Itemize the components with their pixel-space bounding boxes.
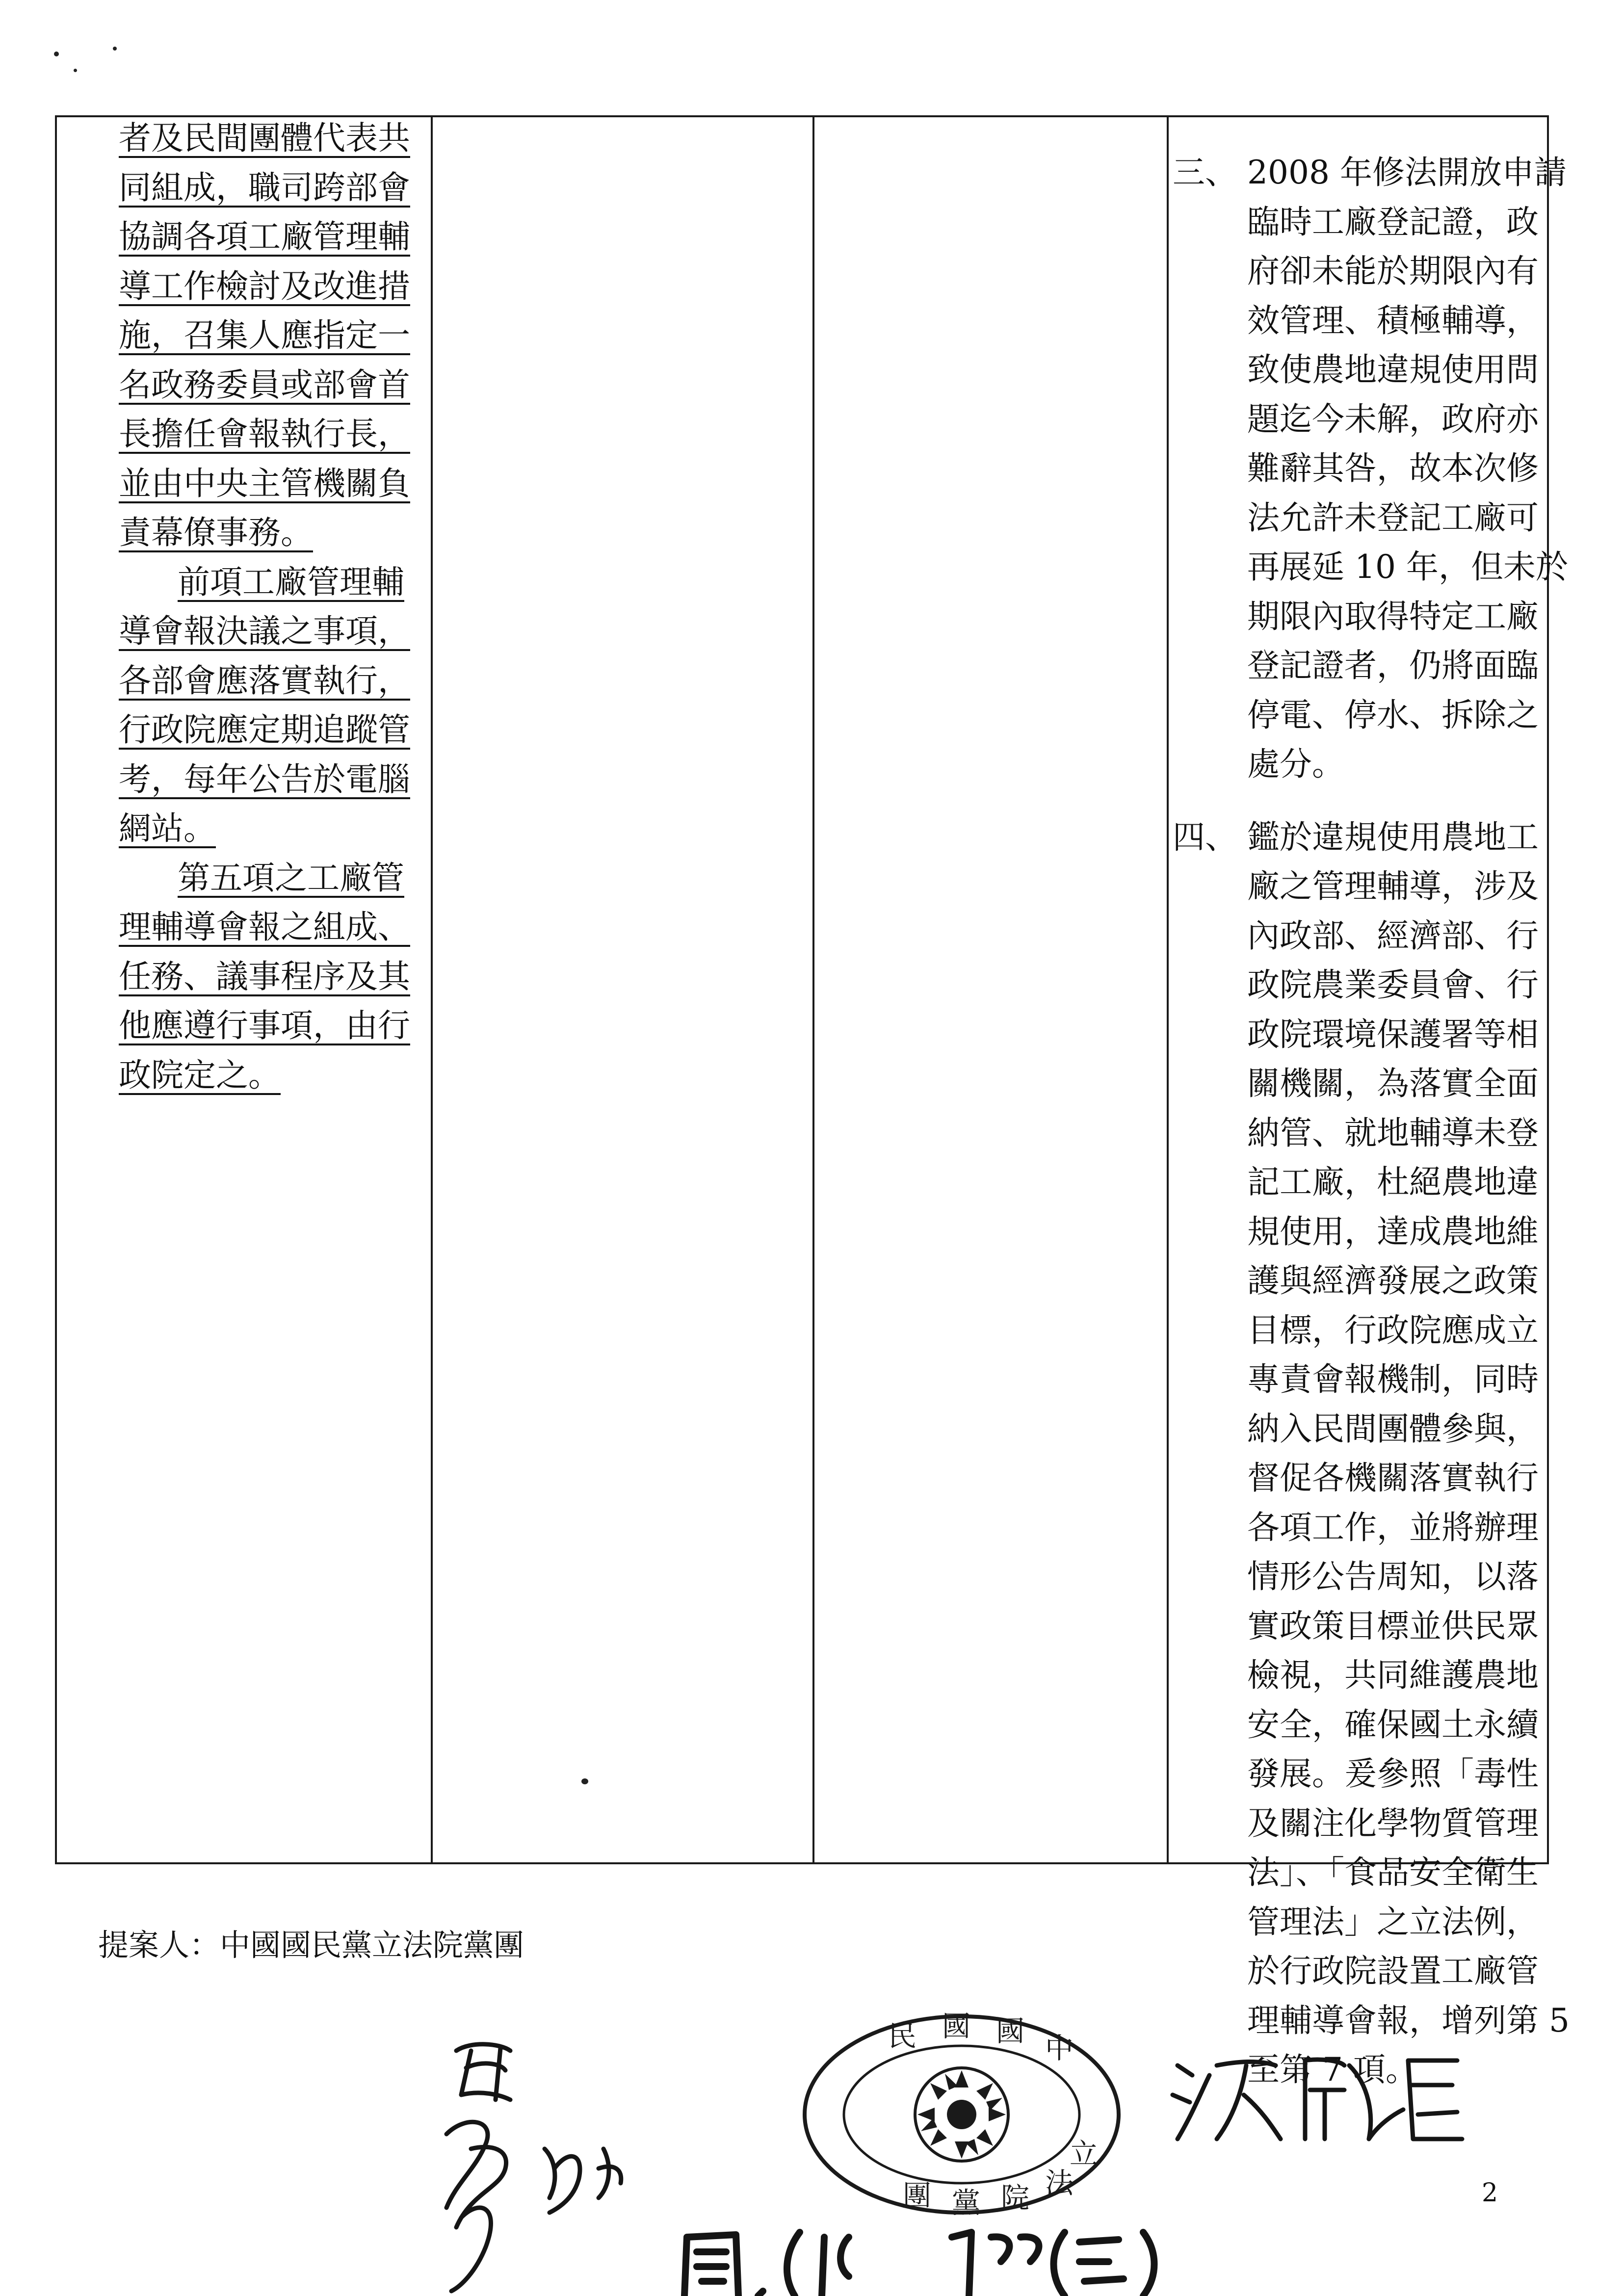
explanation-line: 納管、就地輔導未登: [1247, 1114, 1539, 1152]
svg-text:法: 法: [1045, 2166, 1074, 2200]
item-number: 三、: [1173, 154, 1237, 191]
svg-text:中: 中: [1045, 2032, 1074, 2065]
amended-text-span: 責幕僚事務。: [119, 514, 313, 551]
explanation-line: 政院農業委員會、行: [1247, 966, 1539, 1004]
explanation-line: 情形公告周知，以落: [1247, 1558, 1539, 1595]
amended-text-line: [55, 1001, 427, 1051]
explanation-line: 廠之管理輔導，涉及: [1247, 867, 1539, 905]
amended-text-span: 導工作檢討及改進措: [119, 267, 410, 305]
amended-text-line: [55, 804, 427, 854]
explanation-line: 檢視，共同維護農地: [1247, 1656, 1539, 1694]
amended-text-line: [55, 1051, 427, 1100]
amended-text-span: 他應遵行事項，由行: [119, 1007, 410, 1044]
explanation-line: 鑑於違規使用農地工: [1247, 818, 1539, 856]
amended-text-line: [55, 361, 427, 410]
scan-speck: [74, 69, 77, 72]
explanation-line: 及關注化學物質管理: [1247, 1804, 1539, 1842]
explanation-line: 至第 7 項。: [1247, 2051, 1418, 2088]
amended-text-span: 行政院應定期追蹤管: [119, 711, 410, 749]
amended-text-span: 前項工廠管理輔: [178, 563, 404, 601]
explanation-line: 政院環境保護署等相: [1247, 1015, 1539, 1053]
amended-text-span: 並由中央主管機關負: [119, 464, 410, 502]
explanation-line: 登記證者，仍將面臨: [1247, 647, 1539, 684]
handwritten-note: [677, 2208, 1290, 2296]
explanation-line: 專責會報機制，同時: [1247, 1360, 1539, 1398]
explanation-line: 府卻未能於期限內有: [1247, 252, 1539, 290]
explanation-line: 2008 年修法開放申請: [1247, 154, 1567, 191]
explanation-line: 目標，行政院應成立: [1247, 1311, 1539, 1349]
explanation-line: 發展。爰參照「毒性: [1247, 1755, 1539, 1793]
explanation-line: 致使農地違規使用問: [1247, 351, 1539, 389]
amended-text-span: 名政務委員或部會首: [119, 365, 410, 404]
explanation-line: 題迄今未解，政府亦: [1247, 400, 1539, 438]
svg-text:團: 團: [903, 2179, 932, 2212]
svg-text:黨: 黨: [952, 2186, 981, 2219]
explanation-item: [1173, 148, 1568, 789]
explanation-line: 記工廠，杜絕農地違: [1247, 1163, 1539, 1201]
amended-text-span: 政院定之。: [119, 1056, 281, 1094]
amended-text-line: [55, 114, 427, 163]
proposer-line: 提案人：中國國民黨立法院黨團: [98, 1927, 524, 1963]
column-divider: [812, 117, 814, 1862]
amended-text-line: [55, 705, 427, 755]
svg-text:立: 立: [1070, 2137, 1099, 2170]
amended-text-span: 長擔任會報執行長，: [119, 415, 410, 453]
explanation-line: 法允許未登記工廠可: [1247, 498, 1539, 537]
scan-speck: [54, 52, 59, 56]
explanation-line: 臨時工廠登記證，政: [1247, 203, 1539, 241]
amended-text-span: 同組成，職司跨部會: [119, 168, 410, 207]
column-divider: [431, 117, 433, 1862]
party-seal: [795, 2007, 1128, 2222]
amended-text-span: 施，召集人應指定一: [119, 316, 410, 354]
explanation-line: 護與經濟發展之政策: [1247, 1262, 1539, 1300]
svg-text:國: 國: [942, 2009, 971, 2043]
handwritten-signature-right: [1163, 2036, 1477, 2154]
amended-text-span: 考，每年公告於電腦: [119, 760, 410, 798]
item-number: 四、: [1173, 818, 1237, 856]
explanation-line: 處分。: [1247, 745, 1344, 783]
amended-text-line: [55, 903, 427, 952]
svg-text:院: 院: [1001, 2181, 1030, 2215]
explanation-item: [1173, 813, 1570, 2095]
explanation-line: 再展延 10 年，但未於: [1247, 548, 1568, 586]
amended-text-line: [55, 212, 427, 262]
explanation-line: 內政部、經濟部、行: [1247, 916, 1539, 955]
amended-text-line: [55, 410, 427, 459]
explanation-line: 各項工作，並將辦理: [1247, 1508, 1539, 1546]
amended-text-line: [55, 558, 427, 607]
explanation-line: 效管理、積極輔導，: [1247, 301, 1539, 339]
scan-speck: [113, 47, 117, 51]
amended-text-line: [55, 311, 427, 361]
amended-text-line: [55, 656, 427, 706]
explanation-line: 規使用，達成農地維: [1247, 1212, 1539, 1251]
page-number: 2: [1482, 2178, 1498, 2208]
amended-text-line: [55, 163, 427, 213]
amended-text-span: 任務、議事程序及其: [119, 957, 410, 995]
amended-text-line: [55, 854, 427, 903]
amended-text-span: 理輔導會報之組成、: [119, 908, 410, 946]
explanation-line: 期限內取得特定工廠: [1247, 597, 1539, 635]
explanation-line: 停電、停水、拆除之: [1247, 696, 1539, 734]
explanation-line: 難辭其咎，故本次修: [1247, 449, 1539, 487]
amended-text-span: 第五項之工廠管: [178, 859, 404, 897]
amended-text-line: [55, 459, 427, 509]
explanation-line: 督促各機關落實執行: [1247, 1459, 1539, 1497]
explanation-line: 實政策目標並供民眾: [1247, 1607, 1539, 1645]
amended-text-span: 各部會應落實執行，: [119, 661, 410, 700]
handwritten-signature-left: [427, 2021, 702, 2296]
explanation-line: 於行政院設置工廠管: [1247, 1952, 1539, 1990]
amended-text-line: [55, 262, 427, 312]
column-divider: [1167, 117, 1169, 1862]
amended-text-span: 網站。: [119, 809, 216, 847]
explanation-column: [1173, 148, 1570, 2118]
svg-text:國: 國: [996, 2014, 1025, 2048]
amended-text-span: 協調各項工廠管理輔: [119, 218, 410, 256]
explanation-line: 安全，確保國土永續: [1247, 1705, 1539, 1744]
amended-text-span: 者及民間團體代表共: [119, 119, 410, 157]
amended-text-line: [55, 952, 427, 1002]
scan-speck: [581, 1778, 588, 1784]
explanation-line: 理輔導會報，增列第 5: [1247, 2001, 1570, 2039]
svg-text:民: 民: [888, 2019, 917, 2053]
explanation-line: 管理法」之立法例，: [1247, 1903, 1539, 1941]
amended-text-line: [55, 607, 427, 656]
amended-text-line: [55, 755, 427, 805]
explanation-line: 法」、「食品安全衛生: [1247, 1853, 1539, 1891]
amended-text-line: [55, 508, 427, 558]
explanation-line: 納入民間團體參與，: [1247, 1409, 1539, 1448]
amended-text-span: 導會報決議之事項，: [119, 612, 410, 650]
amended-text-column: [55, 114, 427, 1100]
explanation-line: 關機關，為落實全面: [1247, 1065, 1539, 1102]
